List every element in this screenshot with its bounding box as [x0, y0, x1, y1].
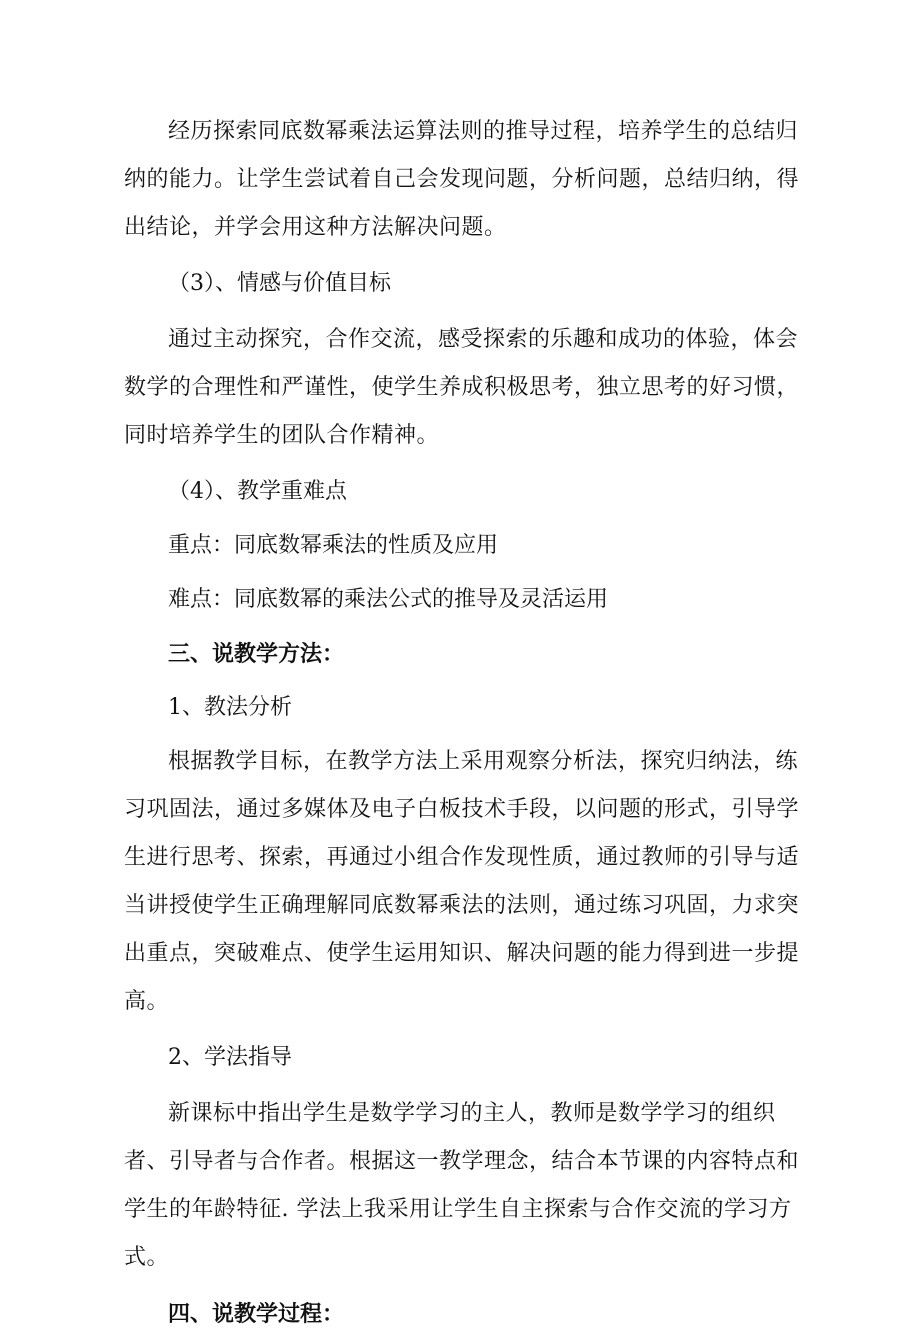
key-point-line: 重点：同底数幂乘法的性质及应用 — [168, 533, 499, 558]
section-teaching-process: 四、说教学过程： — [168, 1301, 345, 1327]
paragraph-teaching-analysis: 根据教学目标，在教学方法上采用观察分析法，探究归纳法，练习巩固法，通过多媒体及电子白板技术手段，以问题的形式，引导学生进行思考、探索，再通过小组合作发现性质，通过教师的引导与适当讲授使学生正确理解同底数幂乘法的法则，通过练习巩固，力求突出重点，突破难点、使学生运用知识、解决问题的能力得到进一步提高。 — [124, 749, 800, 1014]
paragraph-learning-guidance: 新课标中指出学生是数学学习的主人，教师是数学学习的组织者、引导者与合作者。根据这一教学理念，结合本节课的内容特点和学生的年龄特征. 学法上我采用让学生自主探索与合作交流的学习方式。 — [124, 1101, 800, 1270]
document-page — [124, 108, 804, 1338]
section-teaching-method: 三、说教学方法： — [168, 641, 345, 667]
paragraph-emotion-goal: 通过主动探究，合作交流，感受探索的乐趣和成功的体验，体会数学的合理性和严谨性，使学生养成积极思考，独立思考的好习惯，同时培养学生的团队合作精神。 — [124, 327, 800, 448]
paragraph-process-ability: 经历探索同底数幂乘法运算法则的推导过程，培养学生的总结归纳的能力。让学生尝试着自己会发现问题，分析问题，总结归纳，得出结论，并学会用这种方法解决问题。 — [124, 119, 800, 240]
difficulty-line: 难点：同底数幂的乘法公式的推导及灵活运用 — [168, 587, 609, 612]
subheading-learning-guidance: 2、学法指导 — [168, 1045, 292, 1070]
heading-emotion-goal: （3）、情感与价值目标 — [168, 271, 391, 296]
subheading-teaching-analysis: 1、教法分析 — [168, 695, 292, 720]
heading-key-difficulty: （4）、教学重难点 — [168, 479, 347, 504]
